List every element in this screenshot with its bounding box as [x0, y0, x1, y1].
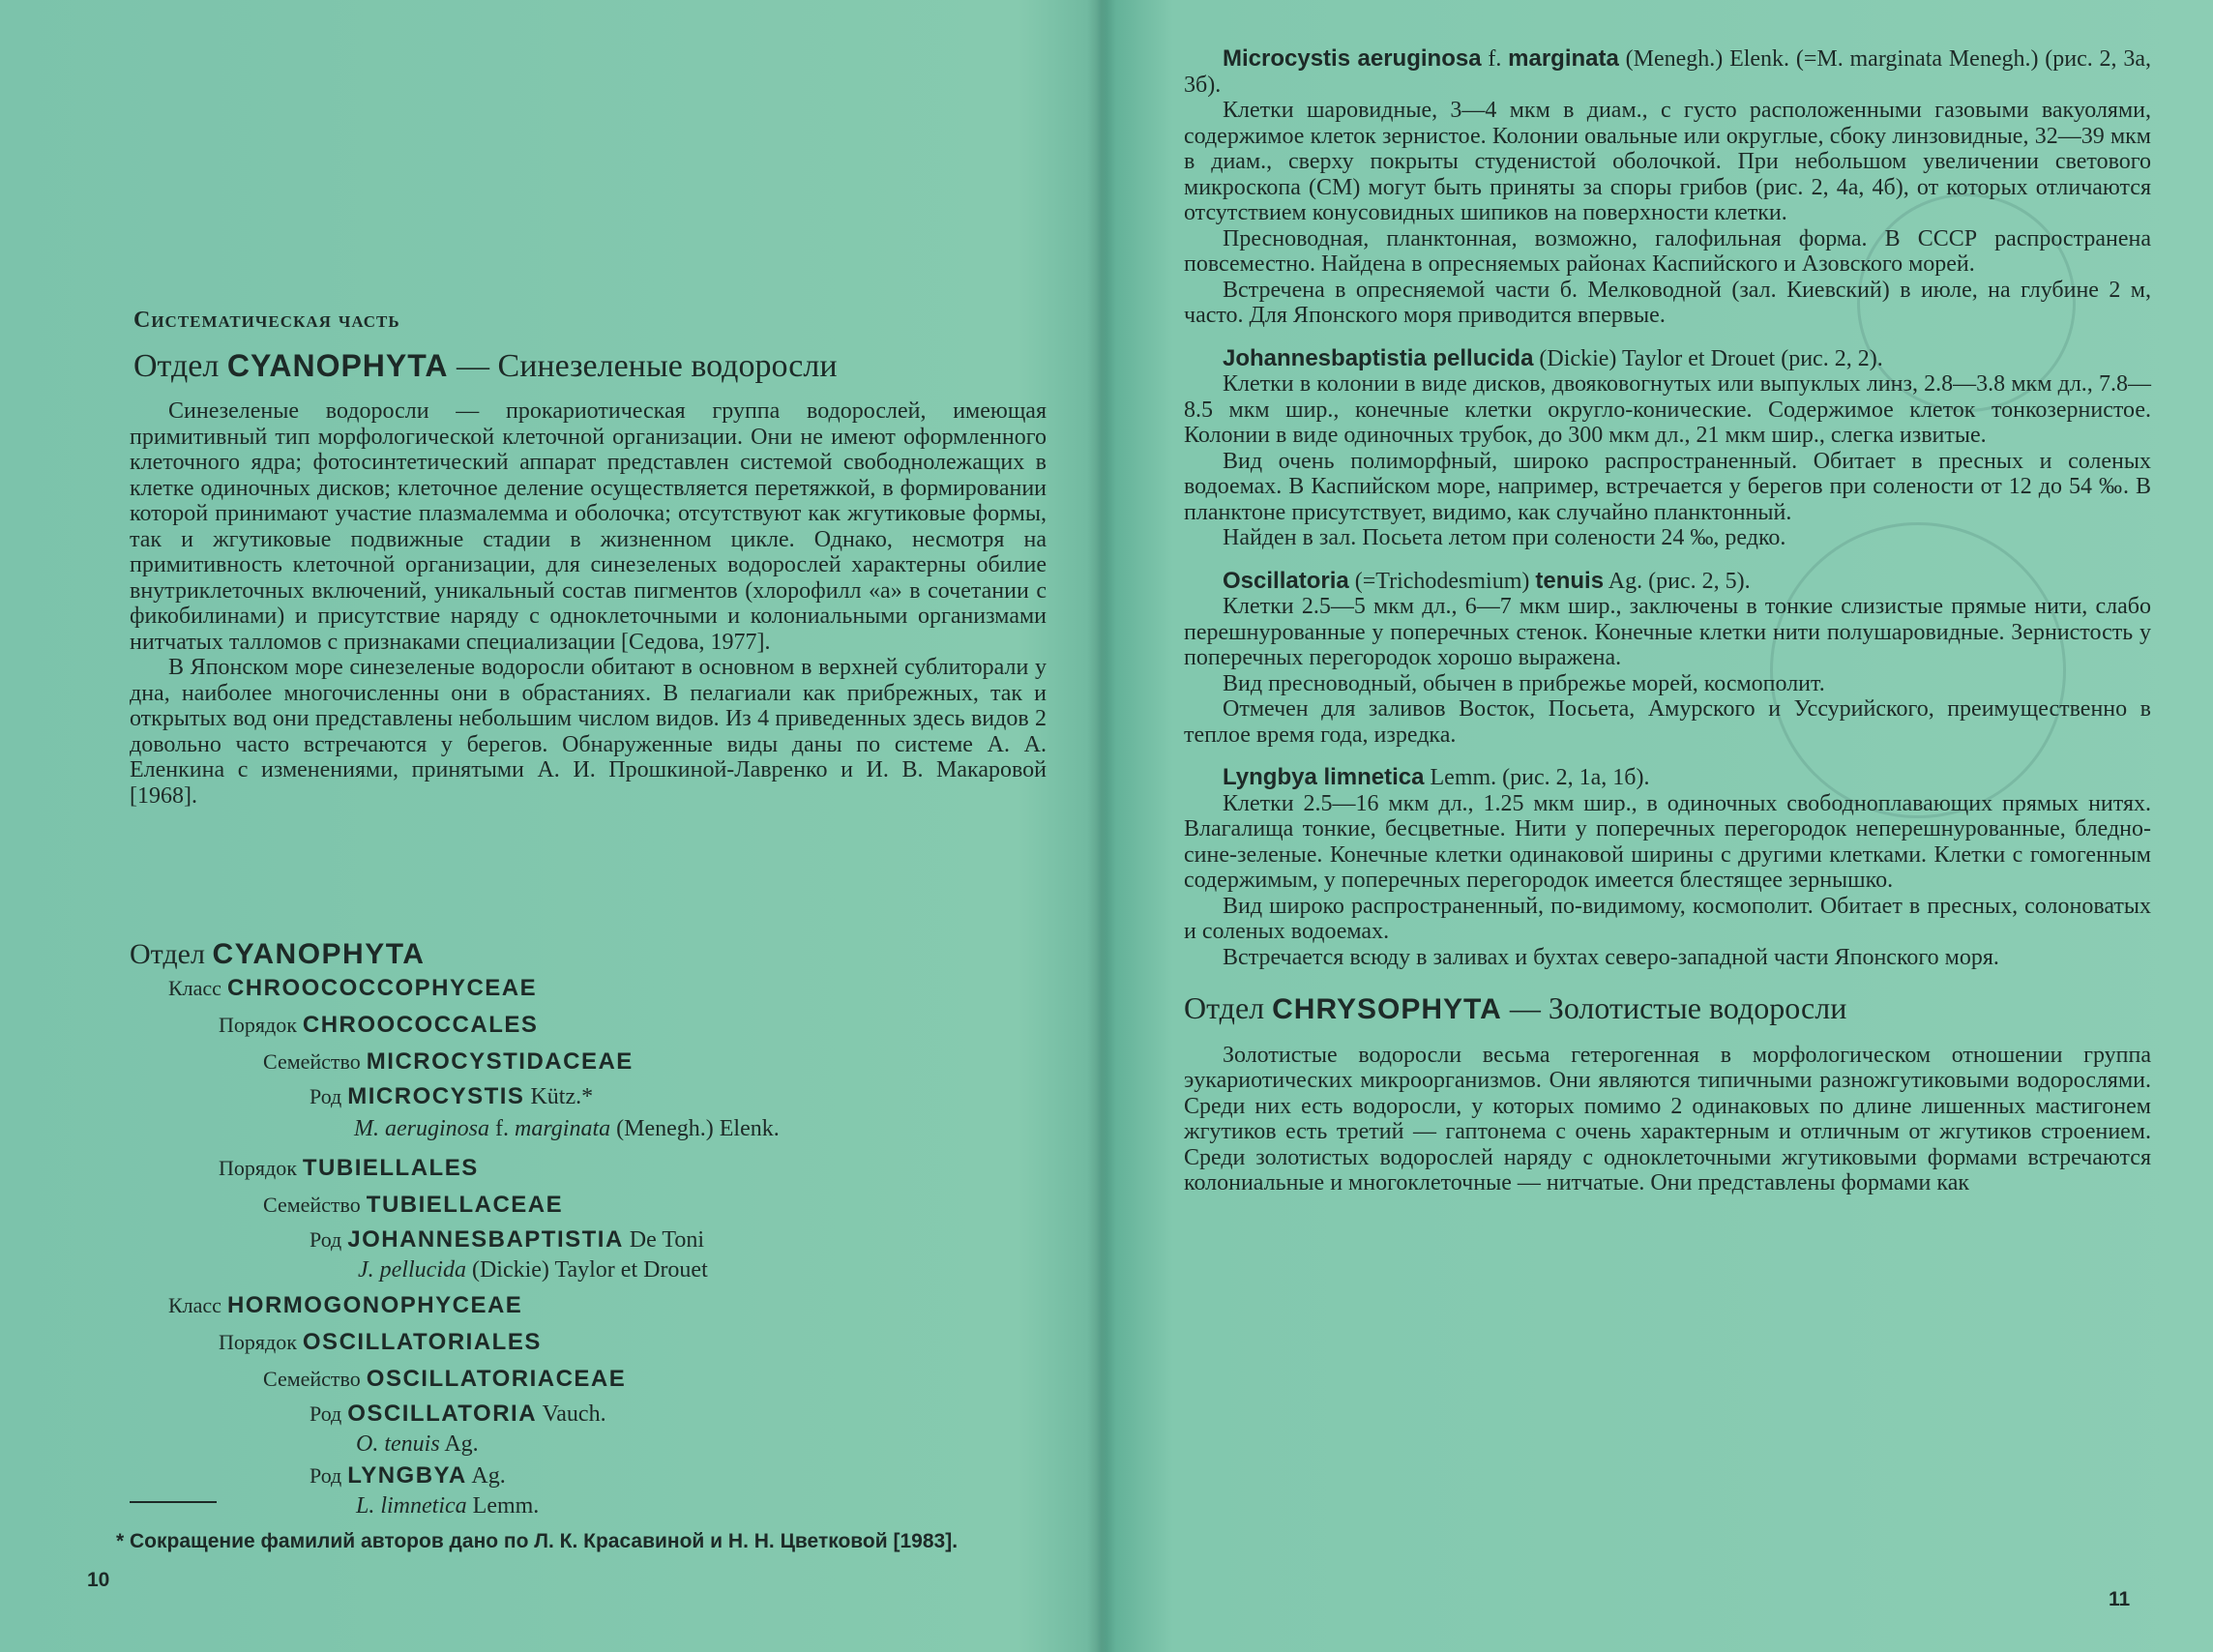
taxon-order — [219, 1012, 538, 1039]
species-paragraph: Клетки в колонии в виде дисков, двояковогнутых или выпуклых линз, 2.8—3.8 мкм дл., 7.8—8.5 мкм шир., конечные клетки округло-конические. Содержимое клеток тонкозернистое. Колонии в виде одиночных трубок, до 300 мкм дл., 21 мкм шир., слегка извитые. — [1184, 371, 2151, 448]
species-name: marginata — [1508, 45, 1619, 72]
division-intro-paragraph: Золотистые водоросли весьма гетерогенная в морфологическом отношении группа эукариотических микроорганизмов. Они являются типичными разножгутиковыми водорослями. Среди них есть водоросли, у которых помимо 2 одинаковых по длине лишенных мастигонем жгутиков есть третий — гаптонема с очень характерным и отличным от жгутиков строением. Среди золотистых водорослей наряду с одноклеточными жгутиковыми формами встречаются колониальные и многоклеточные — нитчатые. Они представлены формами как — [1184, 1042, 2151, 1195]
taxon-name: MICROCYSTIDACEAE — [366, 1048, 634, 1075]
taxon-name: JOHANNESBAPTISTIA — [347, 1226, 624, 1253]
species-synonym: (=Trichodesmium) — [1348, 568, 1536, 594]
taxon-genus — [310, 1083, 593, 1110]
spacer — [1184, 551, 2151, 569]
species-paragraph: Клетки 2.5—16 мкм дл., 1.25 мкм шир., в одиночных свободноплавающих прямых нитях. Влагалища тонкие, бесцветные. Нити у поперечных перегородок неперешнурованные, бледно-сине-зеленые. Конечные клетки одинаковой ширины с другими клетками. Клетки с гомогенным содержимым, у поперечных перегородок имеется блестящее зернышко. — [1184, 790, 2151, 893]
division-prefix: Отдел — [1184, 990, 1273, 1025]
right-page — [1112, 0, 2213, 1652]
species-citation: Ag. (рис. 2, 5). — [1604, 568, 1751, 594]
footnote: * Сокращение фамилий авторов дано по Л. К. Красавиной и Н. Н. Цветковой [1983]. — [116, 1530, 959, 1552]
spacer — [1184, 748, 2151, 765]
taxon-author: (Menegh.) Elenk. — [610, 1116, 780, 1141]
species-paragraph: Встречается всюду в заливах и бухтах северо-западной части Японского моря. — [1223, 944, 1999, 970]
taxon-name: CHROOCOCCALES — [302, 1012, 539, 1038]
taxon-author: (Dickie) Taylor et Drouet — [465, 1257, 708, 1283]
taxon-order — [219, 1329, 542, 1356]
species-paragraph: Клетки 2.5—5 мкм дл., 6—7 мкм шир., заключены в тонкие слизистые прямые нити, слабо перешнурованные у поперечных стенок. Конечные клетки нити полушаровидные. Зернистость у поперечных перегородок хорошо выражена. — [1184, 594, 2151, 670]
taxon-name: CYANOPHYTA — [212, 938, 426, 970]
taxon-division — [130, 938, 425, 971]
section-heading: Систематическая часть — [133, 308, 400, 333]
species-name: marginata — [515, 1116, 611, 1141]
species-name: O. tenuis — [356, 1431, 440, 1457]
taxon-rank: Порядок — [219, 1013, 297, 1037]
division-name: CHRYSOPHYTA — [1272, 993, 1502, 1025]
species-paragraph: Вид очень полиморфный, широко распространенный. Обитает в пресных и соленых водоемах. В Каспийском море, например, встречается у берегов при солености от 12 до 54 ‰. В планктоне присутствует, видимо, как случайно планктонный. — [1184, 448, 2151, 525]
species-entry — [1184, 765, 2151, 970]
taxon-species — [354, 1116, 780, 1142]
taxon-author: De Toni — [623, 1227, 704, 1253]
species-name: Oscillatoria — [1223, 567, 1349, 594]
taxon-rank: Семейство — [263, 1049, 361, 1074]
intro-paragraph: В Японском море синезеленые водоросли обитают в основном в верхней сублиторали у дна, наиболее многочисленны они в обрастаниях. В пелагиали как прибрежных, так и открытых вод они представлены небольшим числом видов. Из 4 приведенных здесь видов 2 довольно часто встречаются у берегов. Обнаруженные виды даны по системе А. А. Еленкина с изменениями, принятыми А. И. Прошкиной-Лавренко и И. В. Макаровой [1968]. — [130, 655, 1047, 809]
species-entry-heading — [1184, 46, 2151, 98]
species-citation: Lemm. (рис. 2, 1а, 1б). — [1424, 765, 1650, 790]
taxon-family — [263, 1192, 563, 1219]
spacer — [1184, 329, 2151, 346]
intro-text — [130, 398, 1047, 809]
taxon-name: OSCILLATORIACEAE — [366, 1366, 627, 1392]
page-number-right: 11 — [2109, 1588, 2131, 1610]
taxon-genus — [310, 1226, 704, 1254]
taxon-author: Kütz.* — [524, 1084, 594, 1109]
species-paragraph: Клетки шаровидные, 3—4 мкм в диам., с густо расположенными газовыми вакуолями, содержимое клеток зернистое. Колонии овальные или округлые, сбоку линзовидные, 32—39 мкм в диам., сверху покрыты студенистой оболочкой. При небольшом увеличении светового микроскопа (СМ) могут быть приняты за споры грибов (рис. 2, 4а, 4б), от которых отличаются отсутствием конусовидных шипиков на поверхности клетки. — [1184, 98, 2151, 225]
taxon-family — [263, 1048, 634, 1076]
taxon-rank: Семейство — [263, 1367, 361, 1391]
division-common-name: — Золотистые водоросли — [1501, 990, 1847, 1025]
species-form: f. — [489, 1116, 515, 1141]
footnote-rule — [130, 1501, 217, 1503]
species-citation: (Menegh.) Elenk. (=M. marginata Menegh.) (рис. 2, 3а, 3б). — [1184, 46, 2151, 98]
taxon-rank: Класс — [168, 1293, 221, 1317]
page-number-left: 10 — [87, 1569, 110, 1591]
division-common-name: — Синезеленые водоросли — [448, 348, 838, 384]
taxon-rank: Род — [310, 1401, 342, 1426]
taxon-class — [168, 1292, 522, 1319]
species-name: M. aeruginosa — [354, 1116, 489, 1141]
taxon-rank: Род — [310, 1463, 342, 1488]
species-entry-heading — [1184, 765, 2151, 791]
species-entry — [1184, 569, 2151, 749]
taxon-rank: Семейство — [263, 1193, 361, 1217]
species-name: L. limnetica — [356, 1493, 467, 1519]
species-entry — [1184, 46, 2151, 329]
taxon-name: HORMOGONOPHYCEAE — [226, 1292, 523, 1318]
taxon-class — [168, 975, 537, 1002]
taxon-rank: Род — [310, 1227, 342, 1252]
taxon-author: Ag. — [466, 1463, 506, 1489]
taxon-rank: Порядок — [219, 1156, 297, 1180]
taxon-name: MICROCYSTIS — [347, 1083, 525, 1109]
species-name: Microcystis aeruginosa — [1223, 45, 1482, 72]
taxon-name: CHROOCOCCOPHYCEAE — [226, 975, 538, 1001]
taxon-author: Vauch. — [537, 1401, 606, 1427]
taxon-species — [356, 1431, 479, 1458]
taxon-author: Ag. — [439, 1431, 479, 1457]
taxon-name: TUBIELLACEAE — [366, 1192, 564, 1218]
species-paragraph: Пресноводная, планктонная, возможно, галофильная форма. В СССР распространена повсеместно. Найдена в опресняемых районах Каспийского и Азовского морей. — [1184, 225, 2151, 277]
taxon-genus — [310, 1462, 506, 1490]
taxon-author: Lemm. — [466, 1493, 540, 1519]
species-paragraph: Вид пресноводный, обычен в прибрежье морей, космополит. — [1223, 670, 1825, 696]
taxon-name: LYNGBYA — [347, 1462, 467, 1489]
species-name: tenuis — [1535, 567, 1605, 594]
division-title — [1184, 990, 2151, 1025]
taxon-family — [263, 1366, 626, 1393]
species-form: f. — [1481, 46, 1509, 72]
species-entry — [1184, 346, 2151, 551]
left-page — [0, 0, 1103, 1652]
taxon-rank: Род — [310, 1084, 342, 1108]
taxon-rank: Отдел — [130, 938, 205, 970]
species-paragraph: Найден в зал. Посьета летом при солености 24 ‰, редко. — [1223, 525, 1786, 550]
taxon-rank: Класс — [168, 976, 221, 1000]
taxon-rank: Порядок — [219, 1330, 297, 1354]
division-title — [133, 348, 838, 385]
taxon-order — [219, 1155, 479, 1182]
species-entry-heading — [1184, 569, 2151, 595]
taxon-species — [358, 1257, 708, 1283]
species-citation: (Dickie) Taylor et Drouet (рис. 2, 2). — [1533, 345, 1883, 371]
intro-paragraph: Синезеленые водоросли — прокариотическая группа водорослей, имеющая примитивный тип морфологической клеточной организации. Они не имеют оформленного клеточного ядра; фотосинтетический аппарат представлен системой свободнолежащих в клетке одиночных дисков; клеточное деление осуществляется перетяжкой, в формировании которой принимают участие плазмалемма и оболочка; отсутствуют как жгутиковые формы, так и жгутиковые подвижные стадии в жизненном цикле. Однако, несмотря на примитивность клеточной организации, для синезеленых водорослей характерны обилие внутриклеточных включений, уникальный состав пигментов (хлорофилл «а» в сочетании с фикобилинами) и присутствие наряду с одноклеточными и колониальными организмами нитчатых талломов с признаками специализации [Седова, 1977]. — [130, 398, 1047, 655]
taxon-species — [356, 1493, 539, 1519]
taxon-name: OSCILLATORIA — [347, 1401, 538, 1427]
species-paragraph: Встречена в опресняемой части б. Мелководной (зал. Киевский) в июле, на глубине 2 м, часто. Для Японского моря приводится впервые. — [1184, 277, 2151, 328]
species-name: Johannesbaptistia pellucida — [1223, 344, 1534, 371]
taxon-name: TUBIELLALES — [302, 1155, 479, 1181]
species-entry-heading — [1184, 346, 2151, 372]
taxon-genus — [310, 1401, 606, 1428]
division-prefix: Отдел — [133, 348, 227, 384]
species-descriptions — [1184, 46, 2151, 1196]
species-paragraph: Отмечен для заливов Восток, Посьета, Амурского и Уссурийского, преимущественно в теплое время года, изредка. — [1184, 696, 2151, 748]
species-name: Lyngbya limnetica — [1223, 764, 1425, 790]
species-paragraph: Вид широко распространенный, по-видимому, космополит. Обитает в пресных, солоноватых и соленых водоемах. — [1184, 893, 2151, 944]
division-name: CYANOPHYTA — [226, 348, 449, 383]
taxon-name: OSCILLATORIALES — [302, 1329, 542, 1355]
species-name: J. pellucida — [358, 1257, 466, 1283]
